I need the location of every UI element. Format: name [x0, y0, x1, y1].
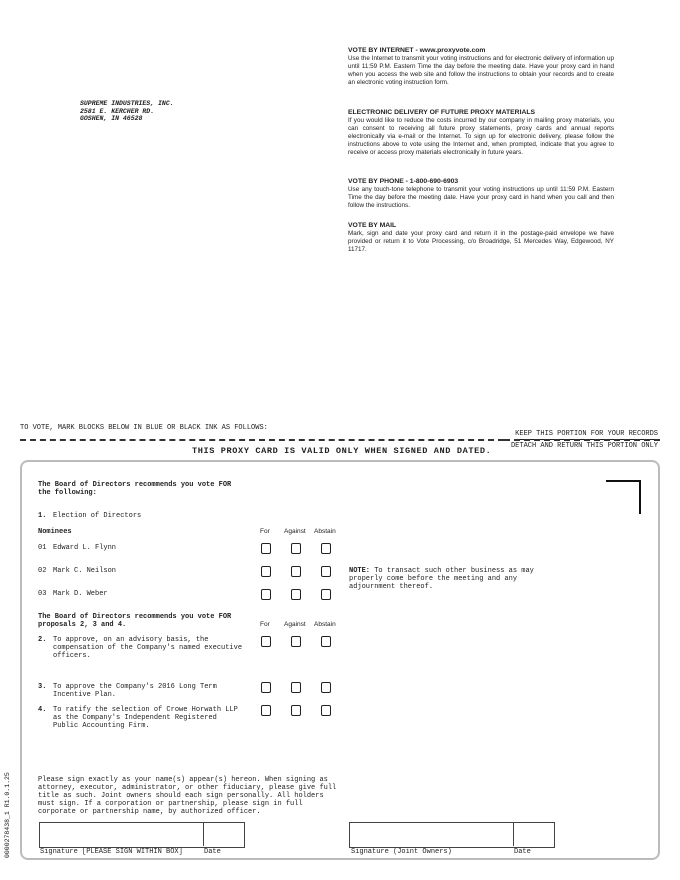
nominee-1-abstain-checkbox[interactable]	[321, 543, 331, 554]
vote-by-mail	[348, 222, 614, 254]
proposal-2-for-checkbox[interactable]	[261, 636, 271, 647]
col-abstain: Abstain	[314, 621, 336, 628]
col-against: Against	[284, 528, 306, 535]
detach-portion-label: DETACH AND RETURN THIS PORTION ONLY	[510, 442, 658, 450]
nominee-number: 02	[38, 567, 47, 575]
nominee-name: Mark D. Weber	[53, 590, 108, 598]
joint-signature-label: Signature (Joint Owners)	[351, 848, 452, 856]
document-code: 0000278438_1 R1.0.1.25	[4, 772, 11, 858]
proposal-3-for-checkbox[interactable]	[261, 682, 271, 693]
proposal-number: 3.	[38, 683, 47, 691]
joint-date-label: Date	[514, 848, 531, 856]
proposal-3-against-checkbox[interactable]	[291, 682, 301, 693]
proposal-2-against-checkbox[interactable]	[291, 636, 301, 647]
electronic-delivery-body: If you would like to reduce the costs incurred by our company in mailing proxy materials, you can consent to receiving all future proxy statements, proxy cards and annual reports electronically via e-mail or the Internet. To sign up for electronic delivery, please follow the instructions above to vote using the Internet and, when prompted, indicate that you agree to receive or access proxy materials electronically in future years.	[348, 117, 614, 157]
nominee-2-for-checkbox[interactable]	[261, 566, 271, 577]
keep-portion-label: KEEP THIS PORTION FOR YOUR RECORDS	[515, 430, 658, 438]
proposal-number: 2.	[38, 636, 47, 644]
nominee-3-against-checkbox[interactable]	[291, 589, 301, 600]
board-recommendation-2: The Board of Directors recommends you vote FOR proposals 2, 3 and 4.	[38, 613, 232, 629]
nominee-3-for-checkbox[interactable]	[261, 589, 271, 600]
address-line-1: SUPREME INDUSTRIES, INC.	[80, 100, 174, 107]
col-abstain: Abstain	[314, 528, 336, 535]
vote-by-internet	[348, 47, 614, 87]
nominee-name: Edward L. Flynn	[53, 544, 117, 552]
joint-signature-box[interactable]	[349, 822, 555, 848]
address-line-2: 2581 E. KERCHER RD.	[80, 107, 155, 115]
signature-box[interactable]	[39, 822, 245, 848]
nominee-2-against-checkbox[interactable]	[291, 566, 301, 577]
col-against: Against	[284, 621, 306, 628]
company-address	[80, 100, 174, 123]
proposal-text: To ratify the selection of Crowe Horwath LLP as the Company's Independent Registered Public Accounting Firm.	[53, 706, 238, 730]
note	[349, 567, 539, 591]
proposal-3-abstain-checkbox[interactable]	[321, 682, 331, 693]
date-label: Date	[204, 848, 221, 856]
signing-instructions: Please sign exactly as your name(s) appear(s) hereon. When signing as attorney, executor, administrator, or other fiduciary, please give full title as such. Joint owners should each sign personally. All holders must sign. If a corporation or partnership, please sign in full corporate or partnership name, by authorized officer.	[38, 776, 337, 816]
proposal-text: To approve the Company's 2016 Long Term Incentive Plan.	[53, 683, 217, 699]
item-1-label: Election of Directors	[53, 512, 142, 520]
nominee-1-against-checkbox[interactable]	[291, 543, 301, 554]
nominee-number: 03	[38, 590, 47, 598]
col-for: For	[260, 528, 270, 535]
valid-notice: THIS PROXY CARD IS VALID ONLY WHEN SIGNED AND DATED.	[192, 446, 492, 456]
item-1-number: 1.	[38, 512, 47, 520]
nominee-3-abstain-checkbox[interactable]	[321, 589, 331, 600]
proposal-4-against-checkbox[interactable]	[291, 705, 301, 716]
proposal-2-abstain-checkbox[interactable]	[321, 636, 331, 647]
electronic-delivery-heading: ELECTRONIC DELIVERY OF FUTURE PROXY MATERIALS	[348, 109, 536, 116]
detach-line	[20, 439, 504, 441]
signature-date-divider	[203, 822, 204, 846]
board-recommendation-1: The Board of Directors recommends you vote FOR the following:	[38, 481, 232, 497]
vote-phone-body: Use any touch-tone telephone to transmit your voting instructions up until 11:59 P.M. Eastern Time the day before the meeting date. Have your proxy card in hand when you call and then follow the instructions.	[348, 186, 614, 210]
vote-by-phone	[348, 178, 614, 210]
vote-internet-heading: VOTE BY INTERNET - www.proxyvote.com	[348, 47, 486, 54]
vote-internet-body: Use the Internet to transmit your voting instructions and for electronic delivery of information up until 11:59 P.M. Eastern Time the day before the meeting date. Have your proxy card in hand when you access the web site and follow the instructions to obtain your records and to create an electronic voting instruction form.	[348, 55, 614, 87]
nominee-number: 01	[38, 544, 47, 552]
proposal-4-abstain-checkbox[interactable]	[321, 705, 331, 716]
col-for: For	[260, 621, 270, 628]
registration-mark	[606, 480, 641, 514]
joint-signature-date-divider	[513, 822, 514, 846]
vote-mail-body: Mark, sign and date your proxy card and return it in the postage-paid envelope we have provided or return it to Vote Processing, c/o Broadridge, 51 Mercedes Way, Edgewood, NY 11717.	[348, 230, 614, 254]
vote-mail-heading: VOTE BY MAIL	[348, 222, 397, 229]
note-label: NOTE:	[349, 567, 371, 575]
proposal-text: To approve, on an advisory basis, the compensation of the Company's named executive officers.	[53, 636, 243, 660]
nominee-name: Mark C. Neilson	[53, 567, 117, 575]
address-line-3: GOSHEN, IN 46528	[80, 115, 143, 122]
nominee-1-for-checkbox[interactable]	[261, 543, 271, 554]
voting-instructions: TO VOTE, MARK BLOCKS BELOW IN BLUE OR BLACK INK AS FOLLOWS:	[20, 424, 268, 432]
proposal-number: 4.	[38, 706, 47, 714]
detach-line-right	[504, 439, 660, 441]
electronic-delivery	[348, 109, 614, 157]
nominees-header: Nominees	[38, 528, 72, 536]
vote-phone-heading: VOTE BY PHONE - 1-800-690-6903	[348, 178, 459, 185]
proposal-4-for-checkbox[interactable]	[261, 705, 271, 716]
signature-label: Signature [PLEASE SIGN WITHIN BOX]	[40, 848, 183, 856]
nominee-2-abstain-checkbox[interactable]	[321, 566, 331, 577]
note-text: To transact such other business as may properly come before the meeting and any adjournment thereof.	[349, 567, 534, 591]
